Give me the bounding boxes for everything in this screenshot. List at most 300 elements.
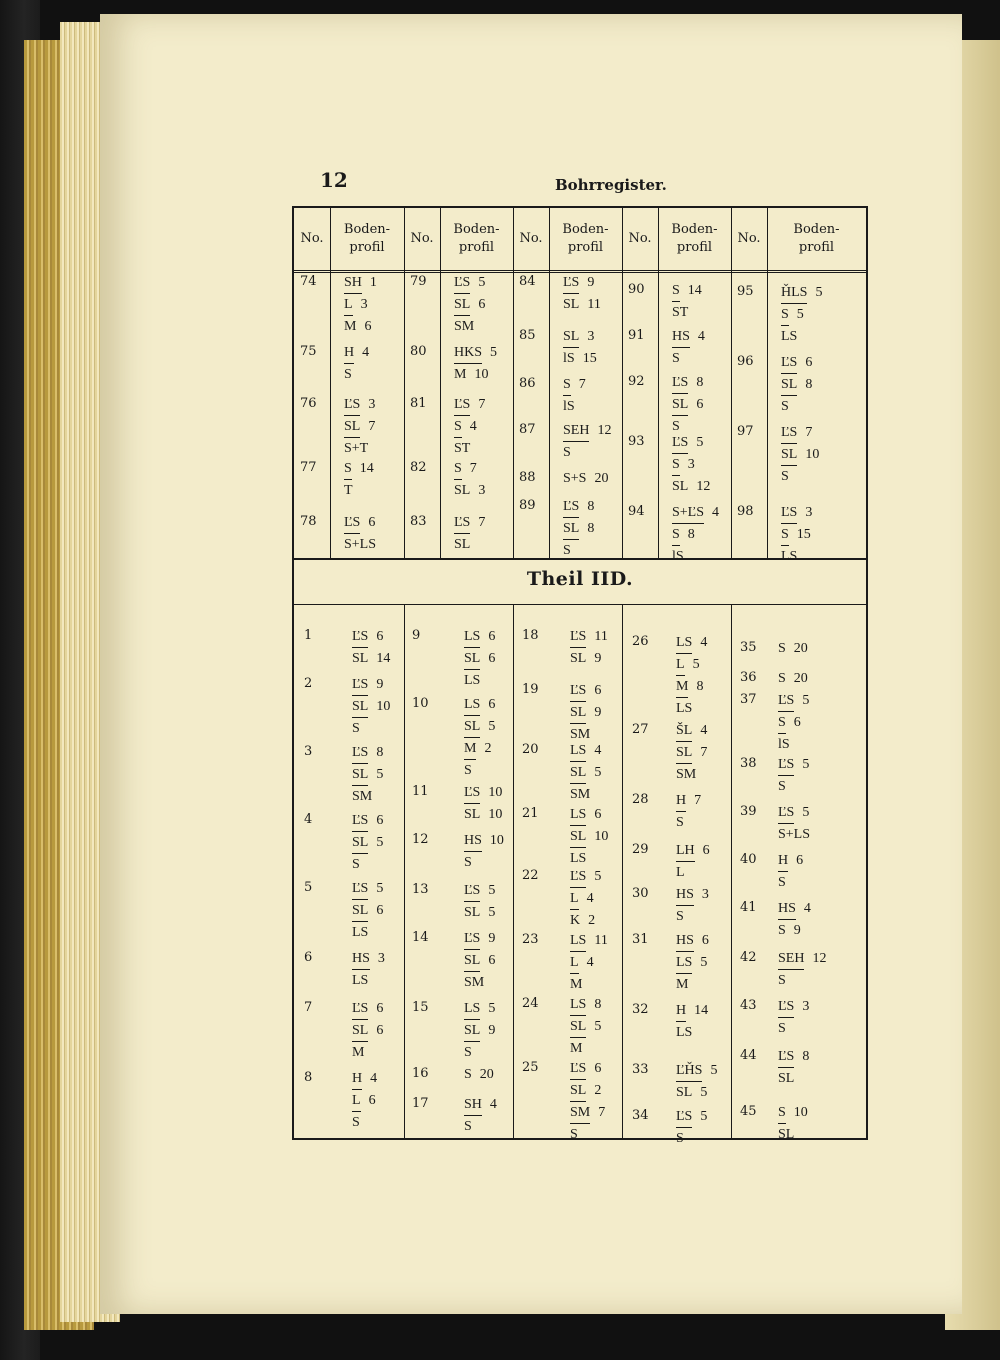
profil-layer: [570, 680, 601, 702]
soil-code: S: [781, 399, 789, 414]
layer-depth: 2: [594, 1083, 602, 1098]
layer-depth: 10: [488, 785, 503, 800]
soil-code: S: [672, 351, 680, 366]
soil-code: LS: [676, 952, 692, 974]
soil-code: LS: [464, 998, 480, 1020]
layer-depth: 9: [793, 923, 801, 938]
layer-depth: 5: [376, 835, 384, 850]
soil-code: S: [781, 304, 789, 326]
soil-code: ĽS: [778, 996, 794, 1018]
bodenprofil: [344, 342, 369, 385]
bohrung-number: 2: [304, 676, 313, 691]
profil-layer: [778, 734, 809, 755]
profil-layer: [352, 878, 383, 900]
bohrung-number: 97: [737, 424, 754, 439]
bodenprofil: [454, 512, 485, 555]
soil-code: LS: [570, 994, 586, 1016]
soil-code: lS: [778, 737, 790, 752]
soil-code: S: [352, 1115, 360, 1130]
soil-code: H: [676, 1000, 686, 1022]
bodenprofil: [454, 272, 485, 337]
soil-code: S: [778, 671, 786, 686]
column-rule: [440, 208, 441, 558]
soil-code: S: [672, 524, 680, 546]
bodenprofil: [352, 742, 383, 807]
layer-depth: 20: [793, 641, 808, 656]
bodenprofil: [778, 1102, 808, 1145]
layer-depth: 5: [802, 805, 810, 820]
soil-code: ĽS: [672, 372, 688, 394]
layer-depth: 6: [478, 297, 486, 312]
layer-depth: 3: [360, 297, 368, 312]
soil-code: ĽS: [352, 810, 368, 832]
layer-depth: 20: [594, 471, 609, 486]
layer-depth: 6: [376, 813, 384, 828]
soil-code: HS: [778, 898, 796, 920]
bohrung-number: 79: [410, 274, 427, 289]
layer-depth: 6: [594, 683, 602, 698]
bohrung-number: 26: [632, 634, 649, 649]
layer-depth: 4: [712, 505, 720, 520]
profil-layer: [464, 760, 495, 781]
soil-code: SL: [570, 1016, 586, 1038]
bohrung-number: 75: [300, 344, 317, 359]
bodenprofil: [352, 1068, 377, 1133]
soil-code: S: [778, 1021, 786, 1036]
layer-depth: 7: [469, 461, 477, 476]
layer-depth: 8: [376, 745, 384, 760]
layer-depth: 8: [594, 997, 602, 1012]
profil-layer: [676, 974, 709, 995]
bodenprofil: [464, 830, 504, 873]
profil-layer: [464, 738, 495, 760]
layer-depth: 6: [376, 1023, 384, 1038]
bohrung-number: 77: [300, 460, 317, 475]
bodenprofil: [464, 880, 495, 923]
soil-code: L: [570, 952, 579, 974]
soil-code: HKS: [454, 342, 482, 364]
bodenprofil: [672, 326, 705, 369]
soil-code: SL: [563, 518, 579, 540]
header-no: No.: [737, 231, 761, 246]
bohrung-number: 24: [522, 996, 539, 1011]
profil-layer: [781, 352, 812, 374]
bohrung-number: 43: [740, 998, 757, 1013]
header-bodenprofil: Boden- profil: [453, 222, 500, 255]
profil-layer: [563, 468, 608, 489]
profil-layer: [464, 830, 504, 852]
header-bodenprofil: Boden- profil: [343, 222, 391, 255]
profil-layer: [676, 906, 709, 927]
soil-code: ĽS: [778, 1046, 794, 1068]
profil-layer: [344, 480, 374, 501]
soil-code: S: [344, 458, 352, 480]
soil-code: S: [344, 367, 352, 382]
profil-layer: [570, 930, 608, 952]
layer-depth: 6: [488, 697, 496, 712]
soil-code: ĽS: [778, 690, 794, 712]
profil-layer: [570, 740, 601, 762]
layer-depth: 4: [803, 901, 811, 916]
soil-code: HS: [464, 830, 482, 852]
profil-layer: [352, 1042, 383, 1063]
soil-code: S: [778, 641, 786, 656]
bohrung-number: 83: [410, 514, 427, 529]
layer-depth: 12: [812, 951, 827, 966]
layer-depth: 10: [376, 699, 391, 714]
profil-layer: [454, 458, 485, 480]
profil-layer: [672, 546, 719, 567]
layer-depth: 10: [489, 833, 504, 848]
profil-layer: [778, 776, 809, 797]
profil-layer: [781, 282, 822, 304]
profil-layer: [352, 810, 383, 832]
layer-depth: 20: [479, 1067, 494, 1082]
soil-code: SL: [563, 326, 579, 348]
soil-code: ĽS: [352, 998, 368, 1020]
bodenprofil: [352, 674, 390, 739]
bohrung-number: 93: [628, 434, 645, 449]
profil-layer: [781, 326, 822, 347]
profil-layer: [563, 272, 601, 294]
bodenprofil: [464, 1094, 497, 1137]
layer-depth: 10: [594, 829, 609, 844]
soil-code: SL: [464, 905, 481, 920]
header-bodenprofil: Boden- profil: [793, 222, 840, 255]
soil-code: ĽS: [352, 742, 368, 764]
profil-layer: [781, 466, 819, 487]
profil-layer: [778, 948, 826, 970]
soil-code: lS: [563, 351, 575, 366]
soil-code: SL: [454, 537, 471, 552]
soil-code: SL: [672, 479, 689, 494]
soil-code: LS: [570, 851, 587, 866]
soil-code: SL: [570, 762, 586, 784]
layer-depth: 10: [805, 447, 820, 462]
bohrung-number: 30: [632, 886, 649, 901]
profil-layer: [676, 812, 701, 833]
profil-layer: [570, 826, 608, 848]
layer-depth: 8: [805, 377, 813, 392]
layer-depth: 3: [587, 329, 595, 344]
bohrregister-table: [292, 206, 868, 1146]
profil-layer: [778, 970, 826, 991]
soil-code: S: [778, 1102, 786, 1124]
profil-layer: [464, 694, 495, 716]
bohrung-number: 40: [740, 852, 757, 867]
profil-layer: [570, 910, 601, 931]
layer-depth: 5: [488, 883, 496, 898]
bohrung-number: 92: [628, 374, 645, 389]
header-no: No.: [519, 231, 543, 246]
layer-depth: 9: [594, 705, 602, 720]
layer-depth: 15: [796, 527, 811, 542]
soil-code: SL: [570, 826, 586, 848]
profil-layer: [454, 394, 485, 416]
soil-code: SL: [352, 651, 369, 666]
profil-layer: [344, 316, 377, 337]
bohrung-number: 88: [519, 470, 536, 485]
layer-depth: 5: [692, 657, 700, 672]
soil-code: M: [464, 738, 476, 760]
soil-code: L: [676, 654, 685, 676]
layer-depth: 11: [587, 297, 601, 312]
layer-depth: 12: [696, 479, 711, 494]
profil-layer: [570, 1038, 601, 1059]
profil-layer: [676, 1000, 708, 1022]
soil-code: ĽS: [570, 866, 586, 888]
soil-code: SL: [464, 716, 480, 738]
soil-code: ĽS: [352, 626, 368, 648]
soil-code: M: [676, 977, 689, 992]
profil-layer: [352, 786, 383, 807]
soil-code: S: [454, 458, 462, 480]
profil-layer: [352, 970, 385, 991]
bohrung-number: 44: [740, 1048, 757, 1063]
soil-code: SM: [570, 1102, 590, 1124]
profil-layer: [781, 524, 812, 546]
bodenprofil: [570, 680, 601, 745]
profil-layer: [464, 716, 495, 738]
layer-depth: 3: [368, 397, 376, 412]
bohrung-number: 23: [522, 932, 539, 947]
soil-code: ĽS: [781, 352, 797, 374]
bohrung-number: 90: [628, 282, 645, 297]
soil-code: SM: [570, 787, 591, 802]
bodenprofil: [464, 782, 502, 825]
soil-code: S: [778, 875, 786, 890]
bohrung-number: 84: [519, 274, 536, 289]
bodenprofil: [352, 998, 383, 1063]
bodenprofil: [464, 1064, 494, 1085]
profil-layer: [454, 294, 485, 316]
soil-code: HS: [352, 948, 370, 970]
profil-layer: [464, 1020, 495, 1042]
layer-depth: 9: [594, 651, 602, 666]
soil-code: S+T: [344, 441, 369, 456]
soil-code: M: [676, 676, 688, 698]
profil-layer: [563, 442, 611, 463]
bohrung-number: 36: [740, 670, 757, 685]
soil-code: SL: [778, 1071, 795, 1086]
soil-code: HS: [676, 884, 694, 906]
layer-depth: 6: [488, 629, 496, 644]
soil-code: S+ĽS: [672, 502, 704, 524]
profil-layer: [352, 648, 390, 669]
soil-code: SL: [454, 483, 471, 498]
profil-layer: [344, 534, 376, 555]
profil-layer: [676, 764, 707, 785]
layer-depth: 5: [376, 767, 384, 782]
profil-layer: [781, 502, 812, 524]
layer-depth: 6: [376, 629, 384, 644]
page-number: 12: [320, 168, 348, 192]
layer-depth: 14: [359, 461, 374, 476]
profil-layer: [672, 302, 702, 323]
bohrung-number: 27: [632, 722, 649, 737]
layer-depth: 6: [376, 903, 384, 918]
soil-code: S: [570, 1127, 578, 1142]
bohrung-number: 45: [740, 1104, 757, 1119]
bohrung-number: 39: [740, 804, 757, 819]
profil-layer: [676, 790, 701, 812]
soil-code: H: [778, 850, 788, 872]
profil-layer: [570, 1016, 601, 1038]
layer-depth: 6: [701, 933, 709, 948]
layer-depth: 4: [594, 743, 602, 758]
column-rule: [731, 604, 732, 1138]
layer-depth: 7: [598, 1105, 606, 1120]
profil-layer: [570, 1102, 605, 1124]
soil-code: S: [352, 857, 360, 872]
profil-layer: [464, 928, 495, 950]
header-no: No.: [410, 231, 434, 246]
profil-layer: [676, 952, 709, 974]
soil-code: S: [672, 419, 680, 434]
bodenprofil: [778, 754, 809, 797]
layer-depth: 3: [701, 887, 709, 902]
column-rule: [404, 208, 405, 558]
soil-code: S: [676, 909, 684, 924]
soil-code: SL: [676, 742, 692, 764]
profil-layer: [454, 438, 485, 459]
layer-depth: 11: [594, 629, 608, 644]
bodenprofil: [563, 374, 586, 417]
bohrung-number: 32: [632, 1002, 649, 1017]
bodenprofil: [676, 840, 710, 883]
layer-depth: 6: [702, 843, 710, 858]
layer-depth: 5: [700, 1109, 708, 1124]
profil-layer: [676, 632, 707, 654]
profil-layer: [676, 930, 709, 952]
bohrung-number: 34: [632, 1108, 649, 1123]
soil-code: SL: [778, 1127, 795, 1142]
soil-code: SL: [570, 702, 586, 724]
profil-layer: [563, 326, 597, 348]
layer-depth: 4: [362, 345, 370, 360]
soil-code: M: [454, 367, 467, 382]
profil-layer: [563, 396, 586, 417]
profil-layer: [781, 304, 822, 326]
bohrung-number: 80: [410, 344, 427, 359]
soil-code: LS: [676, 1025, 693, 1040]
profil-layer: [464, 950, 495, 972]
bohrung-number: 14: [412, 930, 429, 945]
column-rule: [549, 208, 550, 558]
bodenprofil: [672, 432, 710, 497]
bodenprofil: [676, 1000, 708, 1043]
profil-layer: [563, 294, 601, 315]
bohrung-number: 22: [522, 868, 539, 883]
soil-code: SEH: [778, 948, 804, 970]
profil-layer: [344, 342, 369, 364]
bohrung-number: 82: [410, 460, 427, 475]
soil-code: SL: [352, 900, 368, 922]
profil-layer: [781, 396, 812, 417]
layer-depth: 5: [594, 1019, 602, 1034]
soil-code: ĽS: [778, 802, 794, 824]
soil-code: H: [344, 342, 354, 364]
bohrung-number: 21: [522, 806, 539, 821]
soil-code: SL: [352, 764, 368, 786]
header-no: No.: [300, 231, 324, 246]
soil-code: M: [570, 1041, 583, 1056]
layer-depth: 9: [587, 275, 595, 290]
soil-code: ĽS: [563, 496, 579, 518]
layer-depth: 10: [793, 1105, 808, 1120]
profil-layer: [778, 996, 809, 1018]
bohrung-number: 31: [632, 932, 649, 947]
layer-depth: 7: [694, 793, 702, 808]
bodenprofil: [778, 668, 808, 689]
soil-code: S: [464, 763, 472, 778]
soil-code: lS: [563, 399, 575, 414]
soil-code: HS: [672, 326, 690, 348]
layer-depth: 7: [700, 745, 708, 760]
profil-layer: [352, 718, 390, 739]
soil-code: S: [778, 712, 786, 734]
profil-layer: [454, 364, 497, 385]
soil-code: S: [672, 280, 680, 302]
layer-depth: 20: [793, 671, 808, 686]
layer-depth: 4: [700, 723, 708, 738]
bohrung-number: 94: [628, 504, 645, 519]
soil-code: SL: [570, 1080, 586, 1102]
soil-code: S: [672, 454, 680, 476]
profil-layer: [676, 862, 710, 883]
profil-layer: [464, 1042, 495, 1063]
profil-layer: [352, 674, 390, 696]
layer-depth: 4: [700, 635, 708, 650]
soil-code: H: [676, 790, 686, 812]
bodenprofil: [344, 458, 374, 501]
bodenprofil: [781, 352, 812, 417]
profil-layer: [563, 420, 611, 442]
profil-layer: [781, 546, 812, 567]
soil-code: ĽȞS: [676, 1060, 702, 1082]
layer-depth: 5: [490, 345, 498, 360]
bohrung-number: 87: [519, 422, 536, 437]
soil-code: SL: [781, 444, 797, 466]
bodenprofil: [778, 948, 826, 991]
soil-code: ĽS: [781, 502, 797, 524]
profil-layer: [344, 394, 375, 416]
soil-code: S: [563, 445, 571, 460]
soil-code: S: [563, 374, 571, 396]
bohrung-number: 38: [740, 756, 757, 771]
soil-code: S: [778, 923, 786, 938]
profil-layer: [778, 1046, 809, 1068]
layer-depth: 7: [478, 515, 486, 530]
profil-layer: [352, 948, 385, 970]
soil-code: SL: [676, 1085, 693, 1100]
bodenprofil: [778, 996, 809, 1039]
layer-depth: 8: [696, 679, 704, 694]
layer-depth: 8: [587, 499, 595, 514]
bodenprofil: [344, 512, 376, 555]
bohrung-number: 4: [304, 812, 313, 827]
layer-depth: 2: [484, 741, 492, 756]
bohrung-number: 5: [304, 880, 313, 895]
soil-code: LS: [676, 632, 692, 654]
profil-layer: [344, 294, 377, 316]
soil-code: S: [781, 469, 789, 484]
profil-layer: [352, 1090, 377, 1112]
profil-layer: [570, 648, 608, 669]
bodenprofil: [563, 420, 611, 463]
soil-code: ĽS: [570, 680, 586, 702]
profil-layer: [672, 348, 705, 369]
